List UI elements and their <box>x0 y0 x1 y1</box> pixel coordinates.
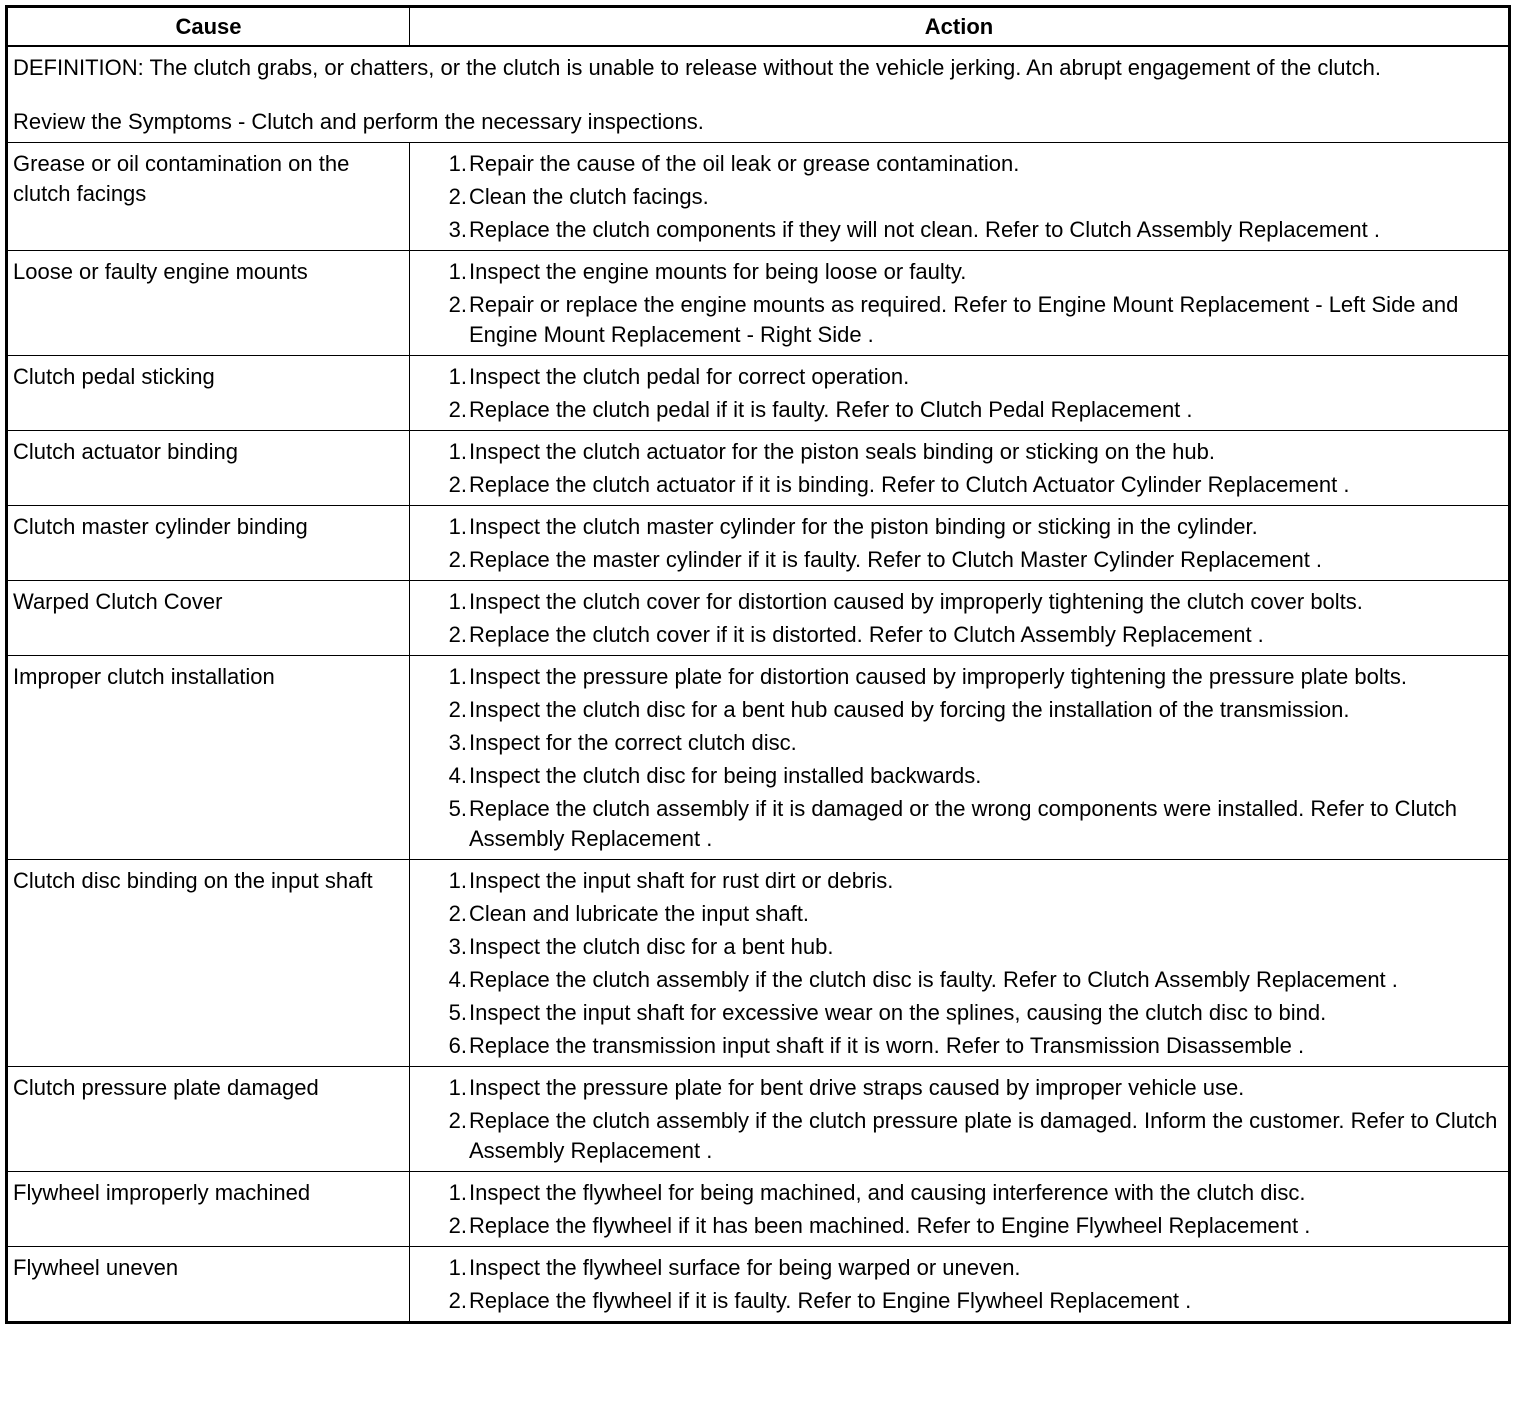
step-text: Inspect the clutch cover for distortion caused by improperly tightening the clutch cover bolts. <box>469 589 1363 614</box>
action-step <box>415 1211 1503 1241</box>
cause-cell: Improper clutch installation <box>7 656 410 860</box>
step-text: Inspect the pressure plate for distortion caused by improperly tightening the pressure plate bolts. <box>469 664 1407 689</box>
action-steps-list <box>415 1253 1503 1316</box>
table-row <box>7 251 1510 356</box>
action-step <box>415 545 1503 575</box>
step-number: 2. <box>448 472 467 497</box>
header-row <box>7 7 1510 47</box>
step-text: Inspect the pressure plate for bent drive straps caused by improper vehicle use. <box>469 1075 1245 1100</box>
action-steps-list <box>415 662 1503 854</box>
step-text: Inspect the input shaft for excessive wear on the splines, causing the clutch disc to bind. <box>469 1000 1327 1025</box>
step-number: 1. <box>448 1180 467 1205</box>
action-steps-list <box>415 587 1503 650</box>
step-text: Inspect the flywheel for being machined, and causing interference with the clutch disc. <box>469 1180 1306 1205</box>
step-text: Replace the clutch actuator if it is binding. Refer to Clutch Actuator Cylinder Replacement . <box>469 472 1350 497</box>
step-number: 2. <box>448 397 467 422</box>
step-text: Repair the cause of the oil leak or grease contamination. <box>469 151 1020 176</box>
step-number: 1. <box>448 514 467 539</box>
action-step <box>415 1253 1503 1283</box>
step-number: 1. <box>448 439 467 464</box>
step-text: Replace the clutch assembly if it is damaged or the wrong components were installed. Refer to Clutch Assembly Replacement . <box>469 796 1458 851</box>
step-number: 2. <box>448 1288 467 1313</box>
step-number: 5. <box>448 1000 467 1025</box>
step-text: Inspect the clutch disc for being installed backwards. <box>469 763 982 788</box>
table-row <box>7 581 1510 656</box>
step-number: 2. <box>448 184 467 209</box>
action-step <box>415 1106 1503 1166</box>
step-text: Clean and lubricate the input shaft. <box>469 901 810 926</box>
action-steps-list <box>415 1073 1503 1166</box>
table-row <box>7 143 1510 251</box>
step-text: Replace the clutch components if they will not clean. Refer to Clutch Assembly Replacement . <box>469 217 1381 242</box>
step-text: Inspect the clutch master cylinder for the piston binding or sticking in the cylinder. <box>469 514 1258 539</box>
step-text: Replace the clutch cover if it is distorted. Refer to Clutch Assembly Replacement . <box>469 622 1264 647</box>
table-body <box>7 46 1510 1323</box>
step-number: 2. <box>448 1108 467 1133</box>
action-step <box>415 512 1503 542</box>
cause-cell: Clutch pedal sticking <box>7 356 410 431</box>
cause-cell: Clutch disc binding on the input shaft <box>7 860 410 1067</box>
action-step <box>415 866 1503 896</box>
action-step <box>415 1073 1503 1103</box>
step-number: 2. <box>448 1213 467 1238</box>
action-cell <box>410 1247 1510 1323</box>
action-step <box>415 998 1503 1028</box>
action-step <box>415 362 1503 392</box>
cause-cell: Clutch pressure plate damaged <box>7 1067 410 1172</box>
step-text: Inspect the clutch disc for a bent hub caused by forcing the installation of the transmission. <box>469 697 1350 722</box>
action-step <box>415 587 1503 617</box>
action-cell <box>410 356 1510 431</box>
step-number: 1. <box>448 664 467 689</box>
step-text: Replace the transmission input shaft if it is worn. Refer to Transmission Disassemble . <box>469 1033 1305 1058</box>
step-text: Replace the master cylinder if it is faulty. Refer to Clutch Master Cylinder Replacement . <box>469 547 1323 572</box>
step-number: 1. <box>448 1255 467 1280</box>
action-step <box>415 620 1503 650</box>
step-text: Inspect the flywheel surface for being warped or uneven. <box>469 1255 1021 1280</box>
step-text: Replace the clutch assembly if the clutch disc is faulty. Refer to Clutch Assembly Replacement . <box>469 967 1398 992</box>
table-row <box>7 506 1510 581</box>
action-cell <box>410 860 1510 1067</box>
step-number: 2. <box>448 901 467 926</box>
definition-cell <box>7 46 1510 143</box>
action-step <box>415 1286 1503 1316</box>
step-text: Replace the clutch assembly if the clutch pressure plate is damaged. Inform the customer. Refer to Clutch Assembly Replacement . <box>469 1108 1498 1163</box>
action-step <box>415 290 1503 350</box>
action-steps-list <box>415 1178 1503 1241</box>
step-number: 6. <box>448 1033 467 1058</box>
step-text: Clean the clutch facings. <box>469 184 709 209</box>
action-steps-list <box>415 362 1503 425</box>
action-cell <box>410 1067 1510 1172</box>
step-text: Inspect the clutch pedal for correct operation. <box>469 364 910 389</box>
step-text: Replace the clutch pedal if it is faulty. Refer to Clutch Pedal Replacement . <box>469 397 1193 422</box>
action-step <box>415 182 1503 212</box>
step-number: 2. <box>448 622 467 647</box>
definition-row <box>7 46 1510 143</box>
action-step <box>415 662 1503 692</box>
step-text: Inspect the clutch disc for a bent hub. <box>469 934 834 959</box>
step-number: 1. <box>448 151 467 176</box>
step-text: Inspect the clutch actuator for the piston seals binding or sticking on the hub. <box>469 439 1216 464</box>
action-steps-list <box>415 512 1503 575</box>
action-step <box>415 257 1503 287</box>
table-row <box>7 1172 1510 1247</box>
diagnostic-table <box>5 5 1511 1324</box>
step-number: 2. <box>448 547 467 572</box>
step-number: 3. <box>448 730 467 755</box>
step-text: Inspect the engine mounts for being loose or faulty. <box>469 259 967 284</box>
review-symptoms-text: Review the Symptoms - Clutch and perform the necessary inspections. <box>13 109 704 134</box>
action-cell <box>410 1172 1510 1247</box>
action-step <box>415 932 1503 962</box>
cause-cell: Grease or oil contamination on the clutch facings <box>7 143 410 251</box>
table-row <box>7 656 1510 860</box>
action-step <box>415 761 1503 791</box>
step-number: 5. <box>448 796 467 821</box>
table-row <box>7 431 1510 506</box>
action-step <box>415 695 1503 725</box>
step-number: 3. <box>448 217 467 242</box>
step-text: Inspect the input shaft for rust dirt or debris. <box>469 868 894 893</box>
table-row <box>7 356 1510 431</box>
step-number: 2. <box>448 697 467 722</box>
step-number: 1. <box>448 364 467 389</box>
action-step <box>415 149 1503 179</box>
cause-cell: Flywheel uneven <box>7 1247 410 1323</box>
action-step <box>415 215 1503 245</box>
step-number: 1. <box>448 589 467 614</box>
cause-cell: Flywheel improperly machined <box>7 1172 410 1247</box>
action-steps-list <box>415 149 1503 245</box>
step-number: 3. <box>448 934 467 959</box>
action-step <box>415 1031 1503 1061</box>
step-number: 4. <box>448 967 467 992</box>
action-column-header: Action <box>410 7 1510 47</box>
step-number: 2. <box>448 292 467 317</box>
action-cell <box>410 143 1510 251</box>
action-cell <box>410 656 1510 860</box>
step-text: Repair or replace the engine mounts as required. Refer to Engine Mount Replacement - Left Side and Engine Mount Replacement - Right Side . <box>469 292 1459 347</box>
table-row <box>7 1067 1510 1172</box>
action-step <box>415 395 1503 425</box>
action-step <box>415 965 1503 995</box>
definition-text: DEFINITION: The clutch grabs, or chatters, or the clutch is unable to release without the vehicle jerking. An abrupt engagement of the clutch. <box>13 55 1381 80</box>
action-cell <box>410 581 1510 656</box>
step-number: 1. <box>448 1075 467 1100</box>
action-step <box>415 437 1503 467</box>
step-text: Replace the flywheel if it is faulty. Refer to Engine Flywheel Replacement . <box>469 1288 1192 1313</box>
action-cell <box>410 251 1510 356</box>
cause-cell: Loose or faulty engine mounts <box>7 251 410 356</box>
step-number: 4. <box>448 763 467 788</box>
action-step <box>415 899 1503 929</box>
cause-cell: Warped Clutch Cover <box>7 581 410 656</box>
action-step <box>415 1178 1503 1208</box>
table-header <box>7 7 1510 47</box>
action-step <box>415 728 1503 758</box>
action-steps-list <box>415 437 1503 500</box>
action-cell <box>410 431 1510 506</box>
action-steps-list <box>415 257 1503 350</box>
action-steps-list <box>415 866 1503 1061</box>
step-number: 1. <box>448 868 467 893</box>
cause-cell: Clutch master cylinder binding <box>7 506 410 581</box>
action-step <box>415 794 1503 854</box>
action-step <box>415 470 1503 500</box>
step-number: 1. <box>448 259 467 284</box>
action-cell <box>410 506 1510 581</box>
cause-cell: Clutch actuator binding <box>7 431 410 506</box>
table-row <box>7 860 1510 1067</box>
step-text: Replace the flywheel if it has been machined. Refer to Engine Flywheel Replacement . <box>469 1213 1311 1238</box>
table-row <box>7 1247 1510 1323</box>
step-text: Inspect for the correct clutch disc. <box>469 730 797 755</box>
cause-column-header: Cause <box>7 7 410 47</box>
